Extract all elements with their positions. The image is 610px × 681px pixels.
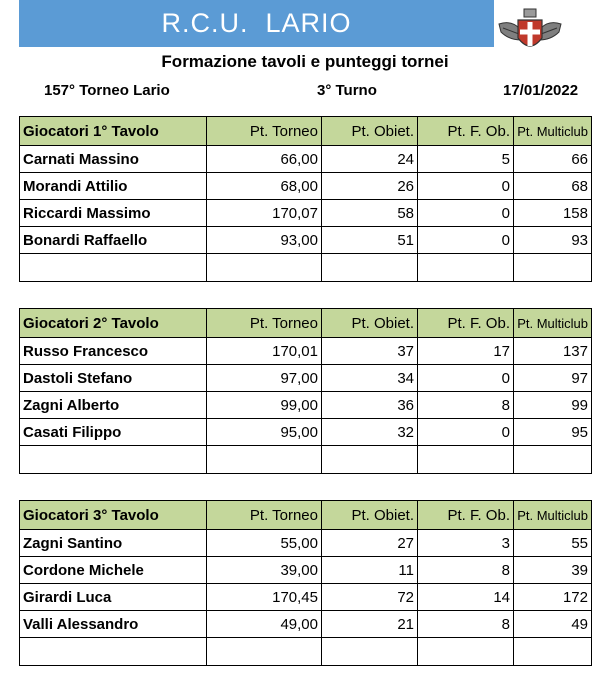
pt-fob: 0 [418,419,514,446]
col-pt-obiet: Pt. Obiet. [322,117,418,146]
pt-fob: 3 [418,530,514,557]
pt-multiclub: 97 [514,365,592,392]
col-pt-multiclub: Pt. Multiclub [514,501,592,530]
turno-label: 3° Turno [317,82,377,99]
club-crest-icon [497,6,563,58]
pt-multiclub: 99 [514,392,592,419]
empty-cell [20,446,207,474]
col-pt-multiclub: Pt. Multiclub [514,117,592,146]
pt-fob: 0 [418,200,514,227]
pt-multiclub: 95 [514,419,592,446]
player-name: Riccardi Massimo [20,200,207,227]
pt-multiclub: 39 [514,557,592,584]
pt-multiclub: 55 [514,530,592,557]
table-row [20,584,592,611]
pt-obiet: 11 [322,557,418,584]
empty-cell [418,254,514,282]
pt-fob: 0 [418,227,514,254]
table-row [20,200,592,227]
empty-row [20,638,592,666]
pt-fob: 8 [418,611,514,638]
empty-cell [514,446,592,474]
empty-row [20,254,592,282]
pt-torneo: 170,07 [207,200,322,227]
col-pt-fob: Pt. F. Ob. [418,309,514,338]
pt-fob: 8 [418,392,514,419]
table-row [20,227,592,254]
empty-cell [322,254,418,282]
pt-obiet: 26 [322,173,418,200]
empty-cell [207,638,322,666]
title-banner [19,0,494,47]
table-row [20,392,592,419]
pt-torneo: 93,00 [207,227,322,254]
player-name: Bonardi Raffaello [20,227,207,254]
table-header-row [20,501,592,530]
empty-cell [514,254,592,282]
pt-torneo: 55,00 [207,530,322,557]
empty-cell [514,638,592,666]
col-pt-torneo: Pt. Torneo [207,309,322,338]
pt-obiet: 36 [322,392,418,419]
table-row [20,173,592,200]
col-pt-multiclub: Pt. Multiclub [514,309,592,338]
col-pt-torneo: Pt. Torneo [207,117,322,146]
pt-obiet: 27 [322,530,418,557]
table-row [20,365,592,392]
empty-cell [322,638,418,666]
pt-multiclub: 93 [514,227,592,254]
pt-torneo: 95,00 [207,419,322,446]
player-name: Casati Filippo [20,419,207,446]
page-subtitle: Formazione tavoli e punteggi tornei [161,52,449,71]
pt-obiet: 51 [322,227,418,254]
col-pt-fob: Pt. F. Ob. [418,501,514,530]
col-pt-torneo: Pt. Torneo [207,501,322,530]
col-pt-obiet: Pt. Obiet. [322,309,418,338]
table-header-row [20,117,592,146]
pt-multiclub: 68 [514,173,592,200]
pt-obiet: 21 [322,611,418,638]
pt-multiclub: 66 [514,146,592,173]
player-name: Dastoli Stefano [20,365,207,392]
pt-torneo: 68,00 [207,173,322,200]
player-name: Girardi Luca [20,584,207,611]
empty-cell [418,638,514,666]
player-name: Cordone Michele [20,557,207,584]
table-row [20,338,592,365]
pt-fob: 5 [418,146,514,173]
empty-cell [207,254,322,282]
pt-fob: 17 [418,338,514,365]
pt-obiet: 58 [322,200,418,227]
torneo-label: 157° Torneo Lario [44,82,170,99]
pt-torneo: 39,00 [207,557,322,584]
col-pt-fob: Pt. F. Ob. [418,117,514,146]
table-row [20,557,592,584]
table-row [20,419,592,446]
empty-cell [418,446,514,474]
player-name: Morandi Attilio [20,173,207,200]
table-row [20,146,592,173]
pt-multiclub: 137 [514,338,592,365]
player-name: Valli Alessandro [20,611,207,638]
pt-obiet: 32 [322,419,418,446]
tavolo-2-table [19,308,592,474]
pt-torneo: 97,00 [207,365,322,392]
player-name: Zagni Alberto [20,392,207,419]
date-label: 17/01/2022 [503,82,579,99]
pt-obiet: 37 [322,338,418,365]
pt-obiet: 34 [322,365,418,392]
empty-cell [322,446,418,474]
pt-obiet: 72 [322,584,418,611]
tavolo-title: Giocatori 2° Tavolo [20,309,207,338]
page-title: R.C.U. LARIO [161,8,352,38]
pt-torneo: 49,00 [207,611,322,638]
tavolo-1-table [19,116,592,282]
col-pt-obiet: Pt. Obiet. [322,501,418,530]
table-row [20,530,592,557]
pt-torneo: 66,00 [207,146,322,173]
pt-obiet: 24 [322,146,418,173]
pt-fob: 14 [418,584,514,611]
pt-torneo: 170,01 [207,338,322,365]
tavolo-3-table [19,500,592,666]
empty-cell [207,446,322,474]
pt-fob: 0 [418,173,514,200]
pt-multiclub: 158 [514,200,592,227]
pt-multiclub: 172 [514,584,592,611]
empty-cell [20,254,207,282]
player-name: Russo Francesco [20,338,207,365]
tavolo-title: Giocatori 1° Tavolo [20,117,207,146]
player-name: Carnati Massino [20,146,207,173]
table-row [20,611,592,638]
table-header-row [20,309,592,338]
player-name: Zagni Santino [20,530,207,557]
pt-torneo: 99,00 [207,392,322,419]
pt-fob: 8 [418,557,514,584]
empty-row [20,446,592,474]
pt-torneo: 170,45 [207,584,322,611]
pt-multiclub: 49 [514,611,592,638]
pt-fob: 0 [418,365,514,392]
empty-cell [20,638,207,666]
tavolo-title: Giocatori 3° Tavolo [20,501,207,530]
